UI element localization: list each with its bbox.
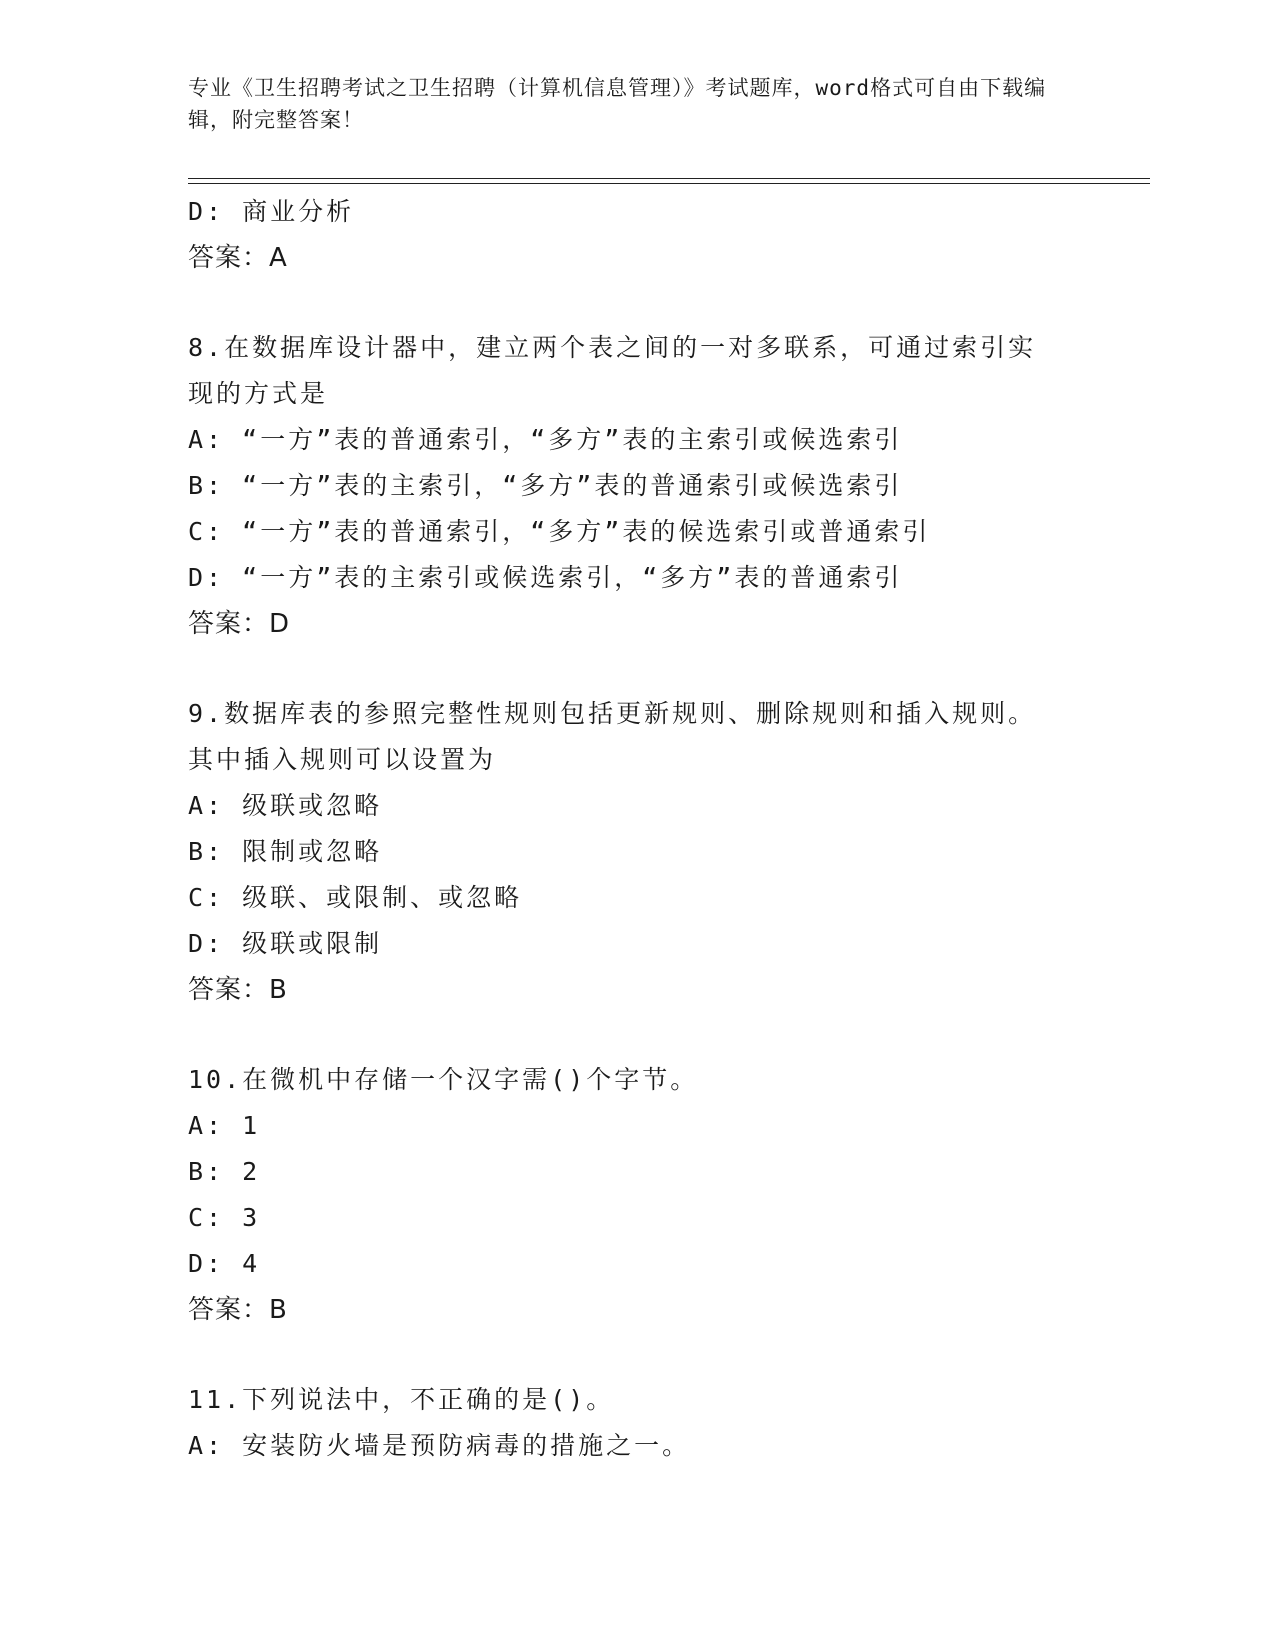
question-content bbox=[188, 189, 1088, 1469]
option-a: A: 级联或忽略 bbox=[188, 791, 383, 820]
option-d: D: 级联或限制 bbox=[188, 929, 383, 958]
option-c: C: “一方”表的普通索引，“多方”表的候选索引或普通索引 bbox=[188, 517, 931, 546]
option-a: A: “一方”表的普通索引，“多方”表的主索引或候选索引 bbox=[188, 425, 903, 454]
question-10 bbox=[188, 1057, 1088, 1333]
question-stem-line1: 10.在微机中存储一个汉字需()个字节。 bbox=[188, 1065, 699, 1094]
question-stem-line1: 9.数据库表的参照完整性规则包括更新规则、删除规则和插入规则。 bbox=[188, 699, 1037, 728]
question-8 bbox=[188, 325, 1088, 647]
option-d: D: 4 bbox=[188, 1249, 261, 1278]
question-stem-line2: 其中插入规则可以设置为 bbox=[188, 745, 497, 774]
answer: 答案：B bbox=[188, 1295, 288, 1325]
document-header bbox=[188, 72, 1068, 136]
answer: 答案：B bbox=[188, 975, 288, 1005]
prev-answer: 答案：A bbox=[188, 243, 288, 273]
header-text: 专业《卫生招聘考试之卫生招聘（计算机信息管理）》考试题库，word格式可自由下载编辑，附完整答案！ bbox=[188, 76, 1047, 132]
prev-option-d: D: 商业分析 bbox=[188, 197, 355, 226]
answer: 答案：D bbox=[188, 609, 291, 639]
question-11 bbox=[188, 1377, 1088, 1469]
question-stem-line1: 11.下列说法中，不正确的是()。 bbox=[188, 1385, 615, 1414]
option-b: B: 限制或忽略 bbox=[188, 837, 383, 866]
option-b: B: “一方”表的主索引，“多方”表的普通索引或候选索引 bbox=[188, 471, 903, 500]
option-d: D: “一方”表的主索引或候选索引，“多方”表的普通索引 bbox=[188, 563, 903, 592]
question-9 bbox=[188, 691, 1088, 1013]
option-c: C: 3 bbox=[188, 1203, 261, 1232]
header-divider-bottom bbox=[188, 183, 1150, 184]
question-stem-line2: 现的方式是 bbox=[188, 379, 329, 408]
option-c: C: 级联、或限制、或忽略 bbox=[188, 883, 523, 912]
question-stem-line1: 8.在数据库设计器中，建立两个表之间的一对多联系，可通过索引实 bbox=[188, 333, 1037, 362]
option-a: A: 1 bbox=[188, 1111, 261, 1140]
header-divider-top bbox=[188, 178, 1150, 179]
option-b: B: 2 bbox=[188, 1157, 261, 1186]
option-a: A: 安装防火墙是预防病毒的措施之一。 bbox=[188, 1431, 691, 1460]
